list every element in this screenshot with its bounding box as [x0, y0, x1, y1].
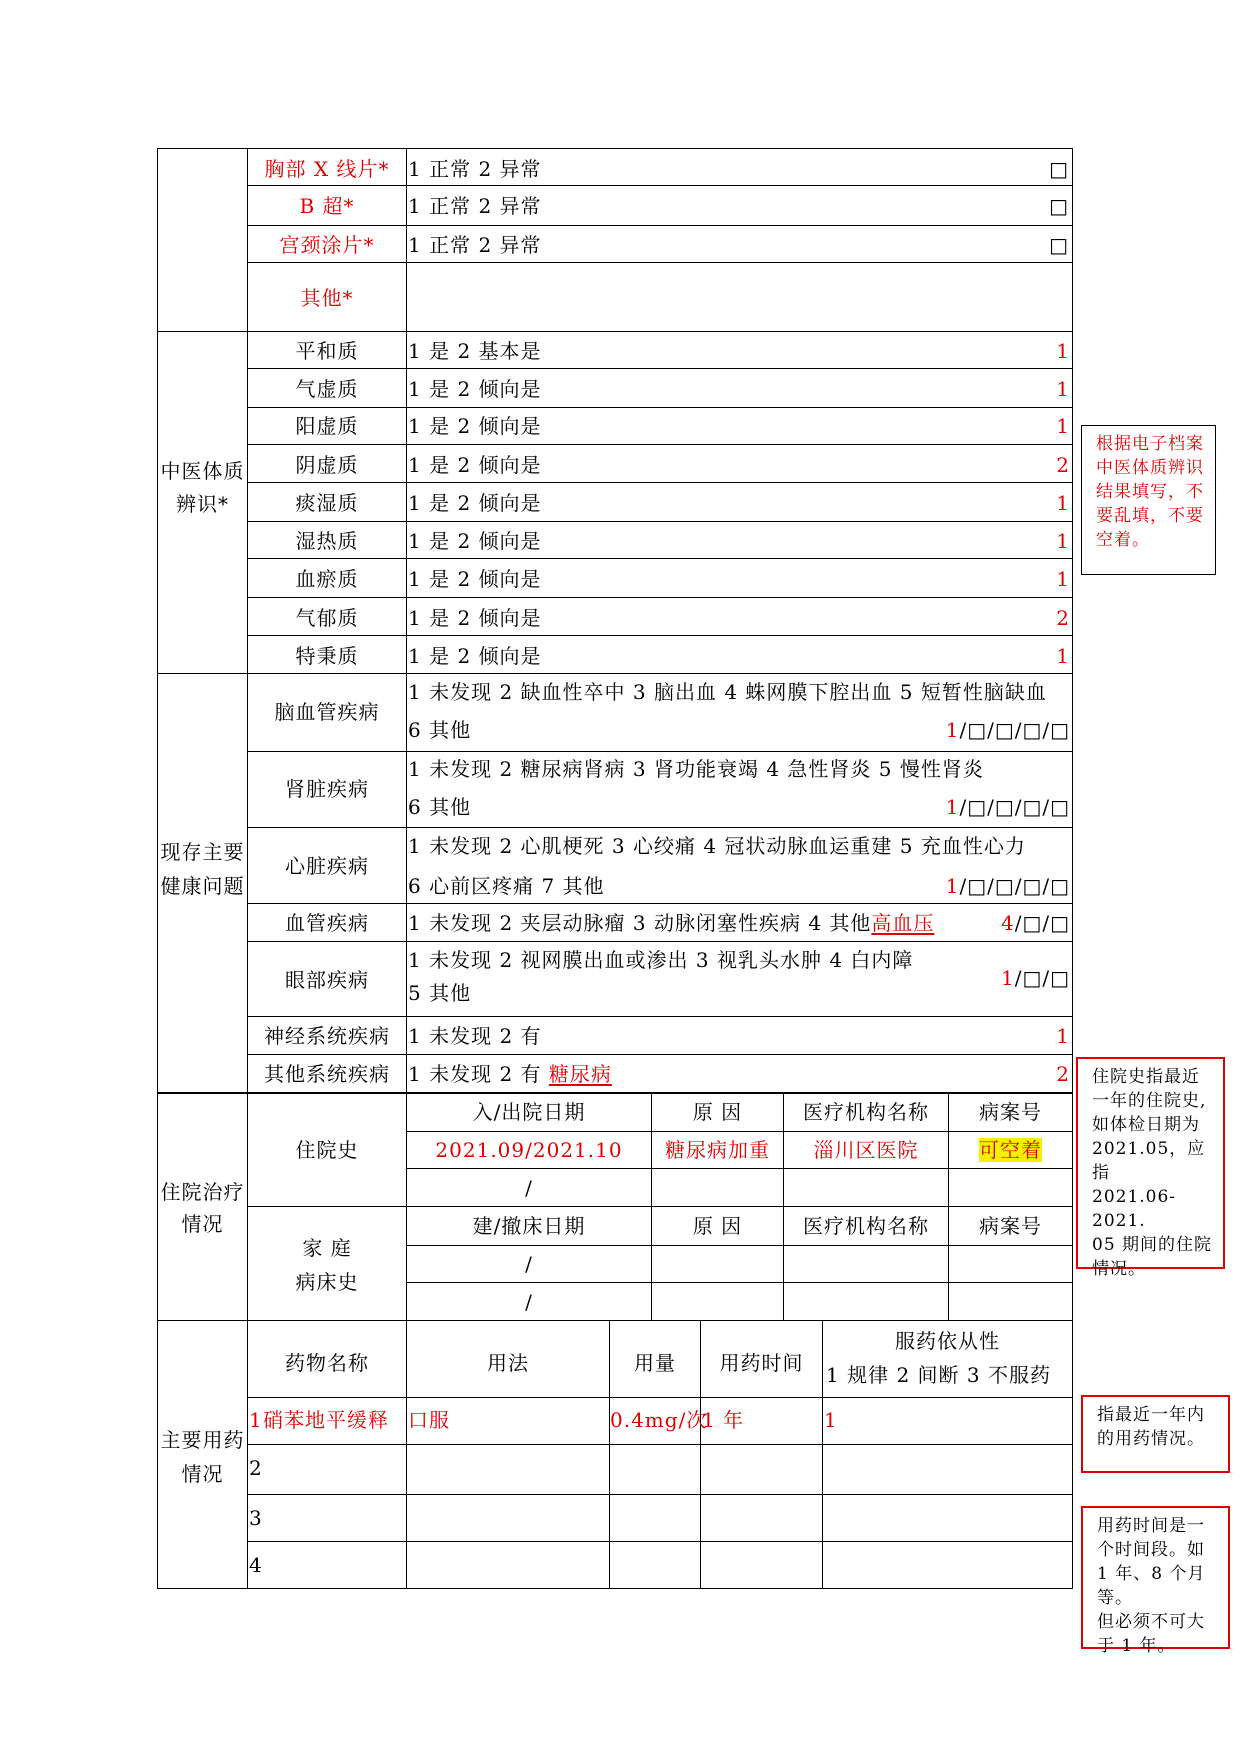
eye-value: 1 [1000, 966, 1015, 990]
inpatient-header-record: 病案号 [979, 1100, 1042, 1124]
section-border-medication [157, 1320, 1073, 1321]
vessel-options-text: 1 未发现 2 夹层动脉瘤 3 动脉闭塞性疾病 4 其他 [408, 911, 872, 935]
col-divider [822, 1320, 823, 1588]
bultrasound-label: B 超* [299, 194, 355, 218]
med-row-number: 4 [249, 1553, 263, 1577]
tcm-row-options: 1 是 2 基本是 [408, 339, 542, 363]
tcm-row-value[interactable]: 1 [1056, 529, 1070, 553]
heart-other: 6 心前区疼痛 7 其他 [408, 874, 605, 898]
med-row-compliance[interactable]: 1 [824, 1408, 838, 1432]
tcm-row-value[interactable]: 1 [1056, 414, 1070, 438]
med-header-usage: 用法 [487, 1351, 529, 1375]
note-line: 2021.06-2021. [1092, 1187, 1177, 1231]
tcm-row-name: 痰湿质 [295, 491, 359, 515]
med-row-number: 3 [249, 1506, 263, 1530]
cerebro-name: 脑血管疾病 [274, 700, 380, 724]
bottom-border [157, 1588, 1073, 1589]
section-border-tcm [157, 331, 1073, 332]
med-row-number: 1 [249, 1408, 263, 1432]
row-line [247, 368, 1073, 369]
inpatient-row1-record: 可空着 [979, 1138, 1042, 1162]
col-divider [651, 1093, 652, 1320]
row-line [247, 262, 1073, 263]
row-line [247, 941, 1073, 942]
kidney-value: 1 [945, 795, 960, 819]
row-line [247, 444, 1073, 445]
tcm-row-value[interactable]: 1 [1056, 491, 1070, 515]
medication-section-label: 主要用药 [160, 1428, 245, 1452]
note-line: 的用药情况。 [1097, 1429, 1205, 1449]
neuro-value[interactable]: 1 [1056, 1024, 1070, 1048]
row-line [247, 482, 1073, 483]
tcm-row-options: 1 是 2 倾向是 [408, 491, 542, 515]
med-header-compliance-options: 1 规律 2 间断 3 不服药 [826, 1363, 1051, 1387]
outer-left-border [157, 148, 158, 1589]
med-header-name: 药物名称 [285, 1351, 369, 1375]
cerebro-value-boxes[interactable] [900, 718, 1070, 742]
med-header-compliance: 服药依从性 [895, 1329, 1000, 1353]
med-header-dose: 用量 [634, 1351, 676, 1375]
vessel-options [408, 911, 934, 935]
neuro-name: 神经系统疾病 [264, 1024, 390, 1048]
note-line: 05 期间的住院 [1092, 1235, 1213, 1255]
row-line [247, 225, 1073, 226]
vessel-boxes: /□/□ [1014, 911, 1070, 935]
heart-boxes: /□/□/□/□ [959, 874, 1070, 898]
other-system-options-text: 1 未发现 2 有 [408, 1062, 542, 1086]
note-line: 中医体质辨识 [1096, 458, 1204, 478]
cerebro-value: 1 [945, 718, 960, 742]
other-system-options [408, 1062, 612, 1086]
heart-value: 1 [945, 874, 960, 898]
health-section-label: 现存主要 [160, 840, 245, 864]
med-row-number: 2 [249, 1456, 263, 1480]
tcm-row-name: 阳虚质 [295, 414, 359, 438]
note-line: 情况。 [1092, 1259, 1146, 1279]
eye-value-boxes[interactable] [950, 966, 1070, 990]
pap-smear-options: 1 正常 2 异常 [408, 233, 542, 257]
row-line [406, 1131, 1073, 1132]
kidney-boxes: /□/□/□/□ [959, 795, 1070, 819]
row-line [247, 1397, 1073, 1398]
med-row-dose[interactable]: 0.4mg/次 [610, 1408, 708, 1432]
tcm-row-value[interactable]: 1 [1056, 567, 1070, 591]
section-border-health [157, 673, 1073, 674]
home-header-record: 病案号 [979, 1214, 1042, 1238]
other-exam-label: 其他* [300, 286, 354, 310]
note-line: 空着。 [1096, 530, 1150, 550]
note-line: 但必须不可大 [1097, 1612, 1205, 1632]
home-header-org: 医疗机构名称 [803, 1214, 929, 1238]
med-row-time[interactable]: 1 年 [702, 1408, 745, 1432]
row-line [247, 185, 1073, 186]
eye-other: 5 其他 [408, 981, 472, 1005]
heart-value-boxes[interactable] [900, 874, 1070, 898]
tcm-row-options: 1 是 2 倾向是 [408, 606, 542, 630]
tcm-row-name: 阴虚质 [295, 453, 359, 477]
tcm-row-value[interactable]: 1 [1056, 339, 1070, 363]
other-system-other-value[interactable]: 糖尿病 [548, 1062, 612, 1086]
hospital-section-label-2: 情况 [181, 1212, 224, 1236]
medication-note-1 [1081, 1395, 1230, 1473]
kidney-value-boxes[interactable] [900, 795, 1070, 819]
cerebro-other: 6 其他 [408, 718, 472, 742]
row-line [247, 1541, 1073, 1542]
chest-xray-label: 胸部 X 线片* [264, 157, 390, 181]
heart-name: 心脏疾病 [285, 854, 369, 878]
row-line [247, 635, 1073, 636]
row-line [247, 1494, 1073, 1495]
medication-section-label-2: 情况 [181, 1462, 224, 1486]
tcm-row-options: 1 是 2 倾向是 [408, 529, 542, 553]
tcm-row-options: 1 是 2 倾向是 [408, 567, 542, 591]
other-system-name: 其他系统疾病 [264, 1062, 390, 1086]
vessel-other-value[interactable]: 高血压 [871, 911, 935, 935]
pap-smear-label: 宫颈涂片* [279, 233, 375, 257]
tcm-section-label: 中医体质 [160, 459, 245, 483]
inpatient-label: 住院史 [295, 1138, 359, 1162]
row-line [406, 1245, 1073, 1246]
note-line: 结果填写，不 [1096, 482, 1204, 502]
tcm-row-options: 1 是 2 倾向是 [408, 414, 542, 438]
kidney-name: 肾脏疾病 [285, 777, 369, 801]
home-bed-label-2: 病床史 [295, 1270, 359, 1294]
row-line [247, 751, 1073, 752]
note-line: 个时间段。如 [1097, 1540, 1205, 1560]
row-line [247, 903, 1073, 904]
row-line [247, 1206, 1073, 1207]
inpatient-row1-record-cell[interactable] [949, 1138, 1072, 1162]
row-line [247, 1054, 1073, 1055]
tcm-row-options: 1 是 2 倾向是 [408, 453, 542, 477]
kidney-other: 6 其他 [408, 795, 472, 819]
inpatient-row1-org[interactable]: 淄川区医院 [813, 1138, 919, 1162]
row-line [247, 407, 1073, 408]
medication-note-2 [1081, 1506, 1230, 1656]
tcm-row-value[interactable]: 2 [1056, 606, 1070, 630]
pap-smear-checkbox[interactable]: □ [1049, 233, 1069, 257]
tcm-row-value[interactable]: 2 [1056, 453, 1070, 477]
row-line [247, 1444, 1073, 1445]
inpatient-header-date: 入/出院日期 [472, 1100, 586, 1124]
inpatient-row1-date[interactable]: 2021.09/2021.10 [435, 1138, 623, 1162]
tcm-row-name: 湿热质 [295, 529, 359, 553]
vessel-value: 4 [1000, 911, 1015, 935]
cerebro-options: 1 未发现 2 缺血性卒中 3 脑出血 4 蛛网膜下腔出血 5 短暂性脑缺血 [408, 680, 1047, 704]
row-line [406, 1282, 1073, 1283]
hospital-note [1076, 1057, 1225, 1279]
med-header-time: 用药时间 [719, 1351, 804, 1375]
bultrasound-checkbox[interactable]: □ [1049, 194, 1069, 218]
tcm-section-label-2: 辨识* [176, 492, 229, 516]
cerebro-boxes: /□/□/□/□ [959, 718, 1070, 742]
row-line [247, 1016, 1073, 1017]
home-row2-date[interactable]: / [525, 1290, 533, 1314]
bultrasound-options: 1 正常 2 异常 [408, 194, 542, 218]
tcm-row-value[interactable]: 1 [1056, 377, 1070, 401]
tcm-row-name: 平和质 [295, 339, 359, 363]
med-row-usage[interactable]: 口服 [408, 1408, 450, 1432]
note-line: 如体检日期为 [1092, 1115, 1200, 1135]
tcm-row-name: 特秉质 [295, 644, 359, 668]
note-line: 根据电子档案 [1096, 434, 1204, 454]
med-row-name[interactable]: 硝苯地平缓释 [263, 1408, 389, 1432]
top-border [157, 148, 1073, 149]
kidney-options: 1 未发现 2 糖尿病肾病 3 肾功能衰竭 4 急性肾炎 5 慢性肾炎 [408, 757, 984, 781]
chest-xray-options: 1 正常 2 异常 [408, 157, 542, 181]
note-line: 用药时间是一 [1097, 1516, 1205, 1536]
eye-boxes: /□/□ [1014, 966, 1070, 990]
section-border-hospital [157, 1092, 1073, 1094]
other-system-value[interactable]: 2 [1056, 1062, 1070, 1086]
note-line: 于 1 年。 [1097, 1636, 1176, 1656]
vessel-value-boxes[interactable] [950, 911, 1070, 935]
note-line: 一年的住院史, [1092, 1091, 1207, 1111]
tcm-note [1081, 425, 1216, 575]
home-header-date: 建/撤床日期 [472, 1214, 586, 1238]
inpatient-row1-reason[interactable]: 糖尿病加重 [665, 1138, 770, 1162]
row-line [247, 597, 1073, 598]
outer-right-border [1072, 148, 1073, 1589]
tcm-row-name: 气郁质 [295, 606, 359, 630]
home-row1-date[interactable]: / [525, 1252, 533, 1276]
inpatient-header-org: 医疗机构名称 [803, 1100, 929, 1124]
tcm-row-options: 1 是 2 倾向是 [408, 377, 542, 401]
row-line [247, 558, 1073, 559]
inpatient-header-reason: 原 因 [692, 1100, 743, 1124]
note-line: 指最近一年内 [1097, 1405, 1205, 1425]
vessel-name: 血管疾病 [285, 911, 369, 935]
home-header-reason: 原 因 [692, 1214, 743, 1238]
tcm-row-value[interactable]: 1 [1056, 644, 1070, 668]
inpatient-row2-date[interactable]: / [525, 1176, 533, 1200]
note-line: 要乱填，不要 [1096, 506, 1204, 526]
hospital-section-label: 住院治疗 [160, 1180, 245, 1204]
chest-xray-checkbox[interactable]: □ [1049, 157, 1069, 181]
note-line: 住院史指最近 [1092, 1067, 1200, 1087]
heart-options: 1 未发现 2 心肌梗死 3 心绞痛 4 冠状动脉血运重建 5 充血性心力 [408, 834, 1026, 858]
neuro-options: 1 未发现 2 有 [408, 1024, 542, 1048]
row-line [247, 521, 1073, 522]
note-line: 1 年、8 个月等。 [1097, 1564, 1206, 1608]
col-divider [783, 1093, 784, 1320]
eye-options: 1 未发现 2 视网膜出血或渗出 3 视乳头水肿 4 白内障 [408, 948, 914, 972]
row-line [406, 1168, 1073, 1169]
tcm-row-name: 血瘀质 [295, 567, 359, 591]
note-line: 2021.05，应指 [1092, 1139, 1206, 1183]
row-line [247, 827, 1073, 828]
tcm-row-options: 1 是 2 倾向是 [408, 644, 542, 668]
home-bed-label: 家 庭 [302, 1236, 352, 1260]
eye-name: 眼部疾病 [285, 968, 369, 992]
tcm-row-name: 气虚质 [295, 377, 359, 401]
col-divider [948, 1093, 949, 1320]
health-section-label-2: 健康问题 [160, 874, 245, 898]
